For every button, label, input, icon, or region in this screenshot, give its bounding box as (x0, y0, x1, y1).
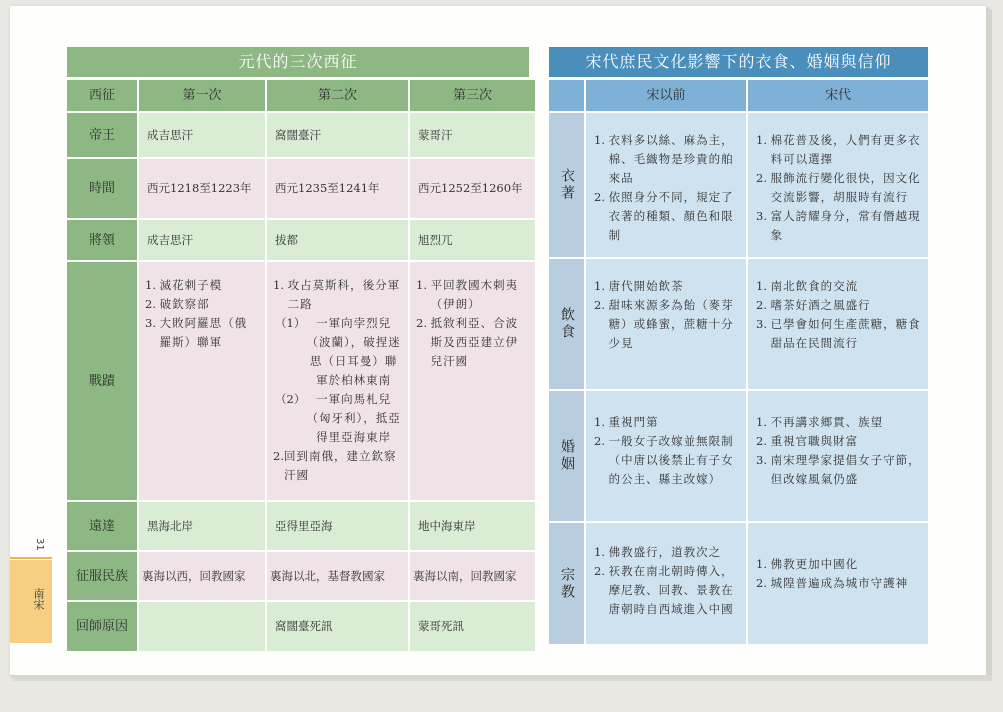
deeds-cell-first (139, 262, 265, 500)
list-item: 1. 唐代開始飲茶 (594, 279, 684, 293)
row-header-general: 將領 (67, 220, 137, 260)
list-item: 2. 依照身分不同，規定了衣著的種類、顏色和限制 (594, 190, 734, 242)
table-cell: 地中海東岸 (410, 502, 535, 550)
table-cell: 裏海以西，回教國家 (139, 552, 265, 600)
list-item: 1. 重視門第 (594, 415, 659, 429)
list-item: 1. 攻占莫斯科，後分軍二路 (273, 278, 401, 311)
list-item: 2. 甜味來源多為飴（麥芽糖）或蜂蜜，蔗糖十分少見 (594, 298, 734, 350)
row-header-return: 回師原因 (67, 602, 137, 651)
before-song-cell (586, 113, 746, 257)
song-cell (748, 391, 928, 521)
row-header-time: 時間 (67, 159, 137, 218)
table-cell: 黑海北岸 (139, 502, 265, 550)
table-cell: 蒙哥死訊 (410, 602, 535, 651)
chapter-tab-label: 南宋 (32, 588, 45, 610)
table-grid (549, 80, 928, 644)
table-cell: 拔都 (267, 220, 408, 260)
col-header: 第二次 (267, 80, 408, 111)
row-header-reach: 遠達 (67, 502, 137, 550)
list-item: 2. 一般女子改嫁並無限制（中唐以後禁止有子女的公主、縣主改嫁） (594, 434, 734, 486)
row-header-food: 飲食 (549, 259, 584, 389)
list-item: 1. 滅花剌子模 (145, 278, 223, 292)
table-cell: 亞得里亞海 (267, 502, 408, 550)
sub-list-item: （1） 一軍向孛烈兒（波蘭），破捏迷思（日耳曼）聯軍於柏林東南 (275, 316, 401, 387)
table-cell (139, 602, 265, 651)
list-item: 1. 佛教更加中國化 (756, 557, 859, 571)
list-item: 2. 嗜茶好酒之風盛行 (756, 298, 871, 312)
list-item: 1. 南北飲食的交流 (756, 279, 859, 293)
deeds-cell-third (410, 262, 535, 500)
list-item: 2. 抵敘利亞、合波斯及西亞建立伊兒汗國 (416, 316, 519, 368)
col-header: 第一次 (139, 80, 265, 111)
song-cell (748, 113, 928, 257)
table-cell: 窩闊臺死訊 (267, 602, 408, 651)
col-header: 宋代 (748, 80, 928, 111)
list-item: 2. 城隍普遍成為城市守護神 (756, 576, 909, 590)
west-expeditions-table (67, 47, 529, 651)
list-item: 2. 破欽察部 (145, 297, 210, 311)
row-header-deeds: 戰蹟 (67, 262, 137, 500)
song-cell (748, 259, 928, 389)
list-item: 3. 大敗阿羅思（俄羅斯）聯軍 (145, 316, 248, 349)
table-cell: 成吉思汗 (139, 220, 265, 260)
list-item: 2. 祆教在南北朝時傳入，摩尼教、回教、景教在唐朝時自西域進入中國 (594, 564, 734, 616)
sub-list-item: （2） 一軍向馬札兒（匈牙利），抵亞得里亞海東岸 (275, 392, 401, 444)
table-cell: 窩闊臺汗 (267, 113, 408, 157)
table-cell: 成吉思汗 (139, 113, 265, 157)
row-header-marriage: 婚姻 (549, 391, 584, 521)
col-header-empty (549, 80, 584, 111)
table-cell: 西元1235至1241年 (267, 159, 408, 218)
list-item: 1. 佛教盛行，道教次之 (594, 545, 722, 559)
list-item: 2. 服飾流行變化很快，因文化交流影響，胡服時有流行 (756, 171, 921, 204)
table-grid (67, 80, 529, 651)
col-header: 西征 (67, 80, 137, 111)
song-cell (748, 523, 928, 644)
list-item: 2. 重視官職與財富 (756, 434, 859, 448)
list-item: 1. 棉花普及後，人們有更多衣料可以選擇 (756, 133, 921, 166)
list-item: 3. 富人誇耀身分，常有僭越現象 (756, 209, 921, 242)
table-cell: 裏海以北，基督教國家 (267, 552, 408, 600)
list-item: 3. 南宋理學家提倡女子守節，但改嫁風氣仍盛 (756, 453, 921, 486)
table-title: 元代的三次西征 (67, 47, 529, 77)
col-header: 第三次 (410, 80, 535, 111)
before-song-cell (586, 523, 746, 644)
before-song-cell (586, 391, 746, 521)
table-cell: 蒙哥汗 (410, 113, 535, 157)
deeds-cell-second (267, 262, 408, 500)
table-cell: 西元1252至1260年 (410, 159, 535, 218)
row-header-conquered: 征服民族 (67, 552, 137, 600)
list-item: 1. 平回教國木剌夷（伊朗） (416, 278, 519, 311)
row-header-religion: 宗教 (549, 523, 584, 644)
table-cell: 旭烈兀 (410, 220, 535, 260)
song-culture-table (549, 47, 928, 644)
page-number: 31 (34, 538, 45, 551)
table-title: 宋代庶民文化影響下的衣食、婚姻與信仰 (549, 47, 928, 77)
list-item: 3. 已學會如何生產蔗糖，糖食甜品在民間流行 (756, 317, 921, 350)
row-header-clothing: 衣著 (549, 113, 584, 257)
col-header: 宋以前 (586, 80, 746, 111)
table-cell: 西元1218至1223年 (139, 159, 265, 218)
list-item: 1. 衣料多以絲、麻為主，棉、毛織物是珍貴的舶來品 (594, 133, 734, 185)
row-header-ruler: 帝王 (67, 113, 137, 157)
list-item: 1. 不再講求鄉貫、族望 (756, 415, 884, 429)
page-edge (986, 10, 992, 675)
side-tab-line (10, 557, 52, 559)
list-item: 2. 回到南俄，建立欽察汗國 (273, 449, 397, 482)
page-bottom-edge (14, 675, 992, 681)
table-cell: 裏海以南，回教國家 (410, 552, 535, 600)
before-song-cell (586, 259, 746, 389)
